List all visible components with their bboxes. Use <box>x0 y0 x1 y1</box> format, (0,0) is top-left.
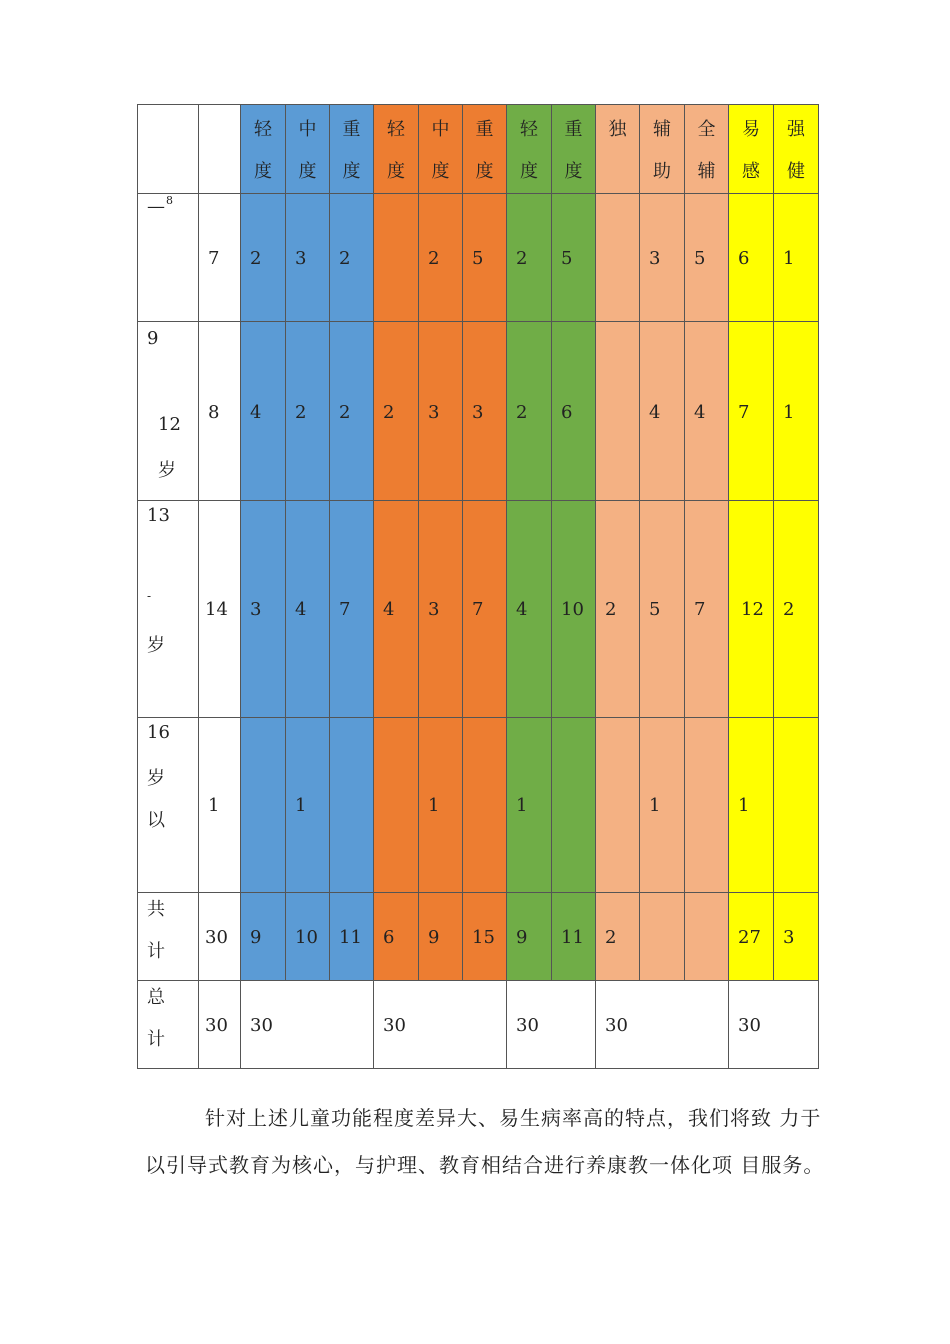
group-total: 30 <box>241 981 374 1069</box>
data-cell: 2 <box>507 194 552 322</box>
data-cell: 4 <box>286 501 330 718</box>
data-cell: 5 <box>685 194 729 322</box>
data-cell <box>596 322 640 501</box>
data-cell: 5 <box>640 501 685 718</box>
data-cell: 2 <box>596 893 640 981</box>
data-cell <box>640 893 685 981</box>
data-cell: 3 <box>241 501 286 718</box>
data-cell: 5 <box>552 194 596 322</box>
header-cell: 轻 度 <box>241 105 286 194</box>
row-label: 13 - 岁 <box>138 501 199 718</box>
data-cell: 9 <box>241 893 286 981</box>
data-cell: 1 <box>774 194 819 322</box>
data-cell: 4 <box>374 501 419 718</box>
header-cell: 中 度 <box>419 105 463 194</box>
row-total: 14 <box>199 501 241 718</box>
header-cell: 独 <box>596 105 640 194</box>
table-row <box>138 501 819 718</box>
paragraph-line-1: 针对上述儿童功能程度差异大、易生病率高的特点，我们将致 力于 <box>205 1106 822 1130</box>
data-cell <box>374 718 419 893</box>
data-cell: 2 <box>419 194 463 322</box>
data-cell: 27 <box>729 893 774 981</box>
data-cell: 1 <box>419 718 463 893</box>
row-total: 1 <box>199 718 241 893</box>
data-cell: 7 <box>685 501 729 718</box>
header-cell: 易 感 <box>729 105 774 194</box>
group-total: 30 <box>729 981 819 1069</box>
data-cell: 10 <box>286 893 330 981</box>
data-cell: 1 <box>774 322 819 501</box>
paragraph-line-2: 以引导式教育为核心，与护理、教育相结合进行养康教一体化项 目服务。 <box>145 1153 825 1177</box>
data-cell: 12 <box>729 501 774 718</box>
row-label: 16 岁 以 <box>138 718 199 893</box>
data-cell: 1 <box>507 718 552 893</box>
group-total: 30 <box>374 981 507 1069</box>
header-cell: 中 度 <box>286 105 330 194</box>
data-cell: 7 <box>729 322 774 501</box>
row-total: 8 <box>199 322 241 501</box>
summary-row <box>138 981 819 1069</box>
data-cell: 1 <box>640 718 685 893</box>
row-label: — 8 <box>138 194 199 322</box>
row-label: 总 计 <box>138 981 199 1069</box>
header-cell: 强 健 <box>774 105 819 194</box>
data-cell: 9 <box>419 893 463 981</box>
header-cell: 重 度 <box>330 105 374 194</box>
data-cell: 2 <box>374 322 419 501</box>
data-cell: 2 <box>241 194 286 322</box>
data-cell: 3 <box>419 501 463 718</box>
header-row <box>138 105 819 194</box>
table-row <box>138 194 819 322</box>
header-cell: 辅 助 <box>640 105 685 194</box>
data-cell: 4 <box>507 501 552 718</box>
data-cell <box>463 718 507 893</box>
data-cell <box>685 893 729 981</box>
data-cell: 5 <box>463 194 507 322</box>
data-cell: 7 <box>463 501 507 718</box>
statistics-table <box>137 104 819 1069</box>
data-cell: 2 <box>330 194 374 322</box>
data-cell <box>330 718 374 893</box>
data-cell: 4 <box>685 322 729 501</box>
data-cell <box>241 718 286 893</box>
data-cell: 4 <box>241 322 286 501</box>
data-cell: 3 <box>419 322 463 501</box>
row-total: 7 <box>199 194 241 322</box>
data-cell: 2 <box>330 322 374 501</box>
header-cell: 轻 度 <box>507 105 552 194</box>
data-cell: 3 <box>774 893 819 981</box>
header-cell-count <box>199 105 241 194</box>
header-cell: 全 辅 <box>685 105 729 194</box>
header-cell-corner <box>138 105 199 194</box>
data-cell: 6 <box>729 194 774 322</box>
header-cell: 重 度 <box>552 105 596 194</box>
data-cell: 7 <box>330 501 374 718</box>
data-cell: 6 <box>552 322 596 501</box>
row-total: 30 <box>199 981 241 1069</box>
data-cell: 2 <box>286 322 330 501</box>
data-cell: 2 <box>774 501 819 718</box>
data-cell: 2 <box>596 501 640 718</box>
row-total: 30 <box>199 893 241 981</box>
data-cell: 11 <box>552 893 596 981</box>
data-cell: 11 <box>330 893 374 981</box>
table-row <box>138 718 819 893</box>
data-cell: 9 <box>507 893 552 981</box>
data-cell: 2 <box>507 322 552 501</box>
header-cell: 重 度 <box>463 105 507 194</box>
data-cell: 1 <box>286 718 330 893</box>
data-cell: 3 <box>463 322 507 501</box>
group-total: 30 <box>596 981 729 1069</box>
totals-row <box>138 893 819 981</box>
data-cell <box>552 718 596 893</box>
data-cell: 3 <box>286 194 330 322</box>
row-label: 9 12 岁 <box>138 322 199 501</box>
data-cell <box>596 194 640 322</box>
table-row <box>138 322 819 501</box>
header-cell: 轻 度 <box>374 105 419 194</box>
data-cell: 4 <box>640 322 685 501</box>
data-cell: 1 <box>729 718 774 893</box>
data-cell <box>596 718 640 893</box>
data-cell: 10 <box>552 501 596 718</box>
data-cell: 3 <box>640 194 685 322</box>
data-cell <box>774 718 819 893</box>
data-cell <box>685 718 729 893</box>
data-cell: 15 <box>463 893 507 981</box>
row-label: 共 计 <box>138 893 199 981</box>
data-cell <box>374 194 419 322</box>
group-total: 30 <box>507 981 596 1069</box>
data-cell: 6 <box>374 893 419 981</box>
